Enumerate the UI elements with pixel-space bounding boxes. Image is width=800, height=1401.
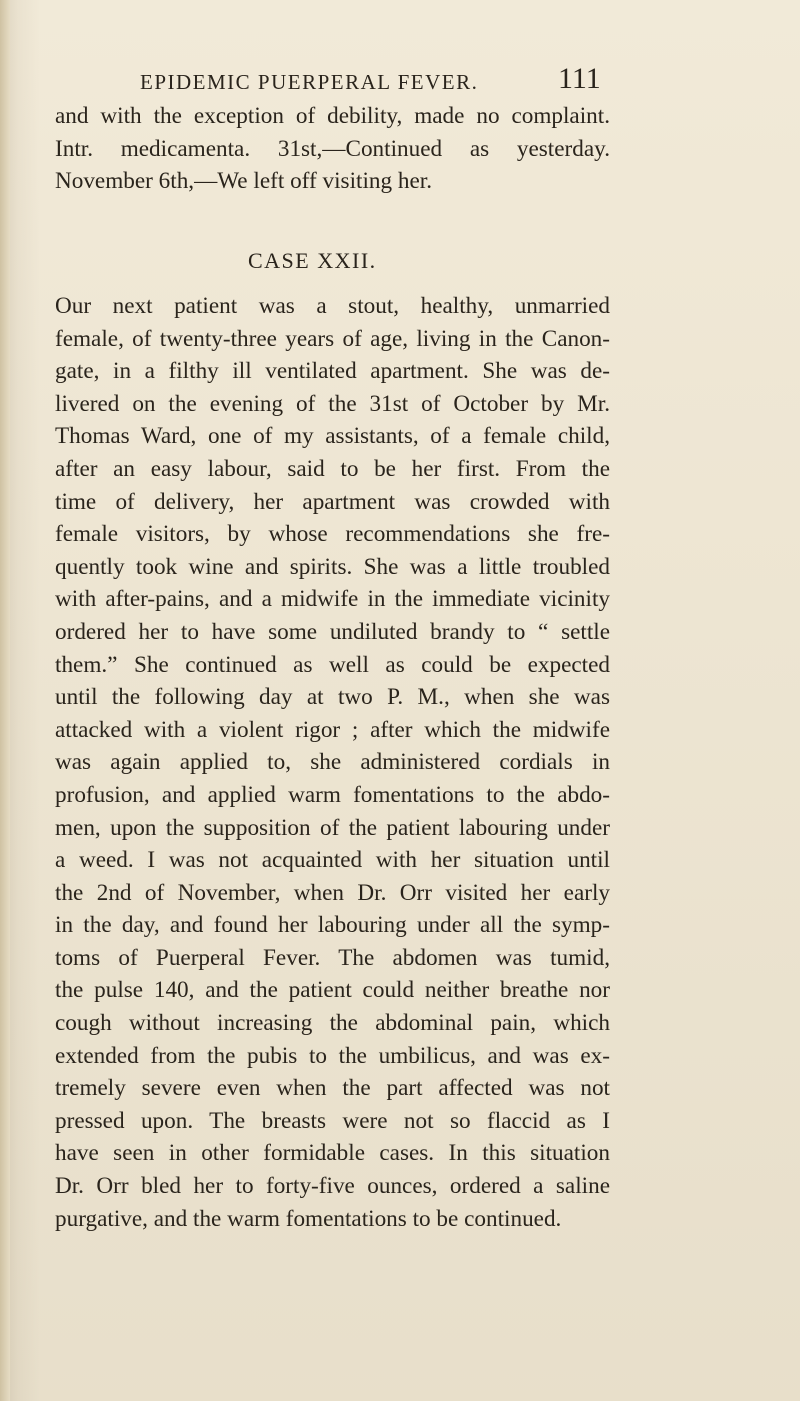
case-heading: CASE XXII. bbox=[248, 248, 377, 273]
text-line: profusion, and applied warm fomentations to the abdo- bbox=[55, 781, 610, 808]
text-line: quently took wine and spirits. She was a little troubled bbox=[55, 553, 610, 580]
text-line: gate, in a filthy ill ventilated apartment. She was de- bbox=[55, 358, 610, 385]
text-line: female visitors, by whose recommendations she fre- bbox=[55, 521, 610, 548]
text-line: was again applied to, she administered cordials in bbox=[55, 749, 610, 776]
text-line: extended from the pubis to the umbilicus, and was ex- bbox=[55, 1042, 610, 1069]
text-line: Our next patient was a stout, healthy, unmarried bbox=[55, 293, 610, 319]
text-line: the 2nd of November, when Dr. Orr visited her early bbox=[55, 879, 610, 906]
text-line: until the following day at two P. M., when she was bbox=[55, 684, 610, 711]
text-line: Thomas Ward, one of my assistants, of a female child, bbox=[55, 423, 610, 450]
running-header: EPIDEMIC PUERPERAL FEVER. bbox=[140, 70, 479, 94]
text-line: time of delivery, her apartment was crowded with bbox=[55, 488, 610, 515]
text-line: ordered her to have some undiluted brandy to “ settle bbox=[55, 618, 610, 645]
case-paragraph bbox=[55, 290, 610, 1235]
text-line: livered on the evening of the 31st of October by Mr. bbox=[55, 390, 610, 417]
text-line: men, upon the supposition of the patient labouring under bbox=[55, 814, 610, 841]
text-line: November 6th,—We left off visiting her. bbox=[55, 168, 432, 195]
text-line: tremely severe even when the part affected was not bbox=[55, 1075, 610, 1102]
text-line: with after-pains, and a midwife in the immediate vicinity bbox=[55, 586, 610, 613]
text-line: cough without increasing the abdominal pain, which bbox=[55, 1010, 610, 1037]
text-line: the pulse 140, and the patient could neither breathe nor bbox=[55, 977, 610, 1004]
text-line: them.” She continued as well as could be expected bbox=[55, 651, 610, 678]
text-line: female, of twenty-three years of age, living in the Canon- bbox=[55, 325, 610, 352]
intro-paragraph bbox=[55, 100, 610, 198]
text-line: pressed upon. The breasts were not so flaccid as I bbox=[55, 1107, 610, 1134]
text-line: Dr. Orr bled her to forty-five ounces, ordered a saline bbox=[55, 1173, 610, 1200]
text-line: have seen in other formidable cases. In this situation bbox=[55, 1140, 610, 1167]
text-line: Intr. medicamenta. 31st,—Continued as yesterday. bbox=[55, 135, 610, 162]
text-line: attacked with a violent rigor ; after which the midwife bbox=[55, 716, 610, 743]
text-line: a weed. I was not acquainted with her situation until bbox=[55, 847, 610, 874]
text-line: after an easy labour, said to be her first. From the bbox=[55, 455, 610, 482]
text-line: purgative, and the warm fomentations to be continued. bbox=[55, 1205, 562, 1232]
text-line: in the day, and found her labouring under all the symp- bbox=[55, 912, 610, 939]
page-spine-shadow bbox=[0, 0, 10, 1401]
text-line: toms of Puerperal Fever. The abdomen was tumid, bbox=[55, 944, 610, 971]
page-number: 111 bbox=[558, 62, 601, 95]
text-line: and with the exception of debility, made no complaint. bbox=[55, 103, 610, 129]
